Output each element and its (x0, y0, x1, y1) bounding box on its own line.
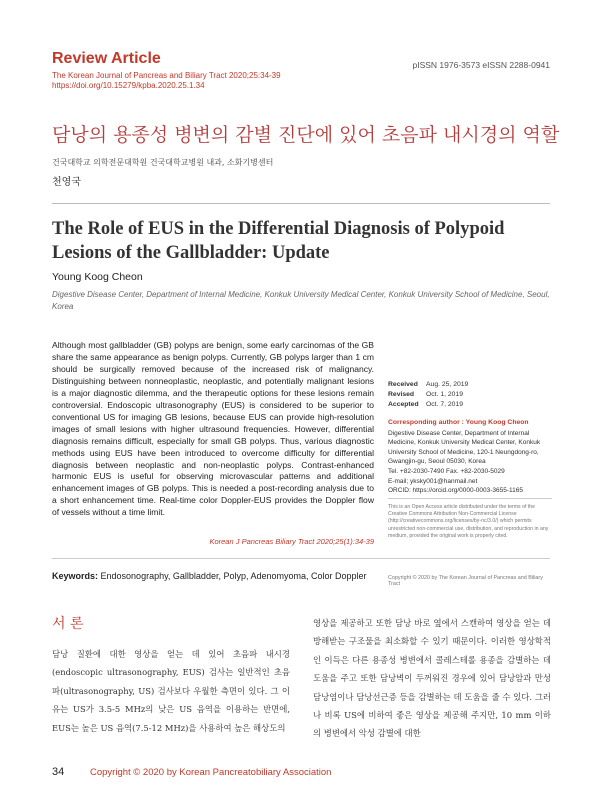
keywords-label: Keywords: (52, 571, 99, 581)
date-value: Oct. 1, 2019 (426, 391, 464, 398)
divider (52, 203, 550, 204)
license-text: This is an Open Access article distributed under the terms of the Creative Commons Attribution Non-Commercial License (http://creativecommons.org/licenses/by-nc/3.0/) which permits unrestricted non-commercial use, distribution, and reproduction in any medium, provided the original work is properly cited. (388, 504, 549, 539)
divider (388, 498, 552, 499)
received-date-row (388, 380, 552, 390)
date-label: Received (388, 381, 418, 388)
section-title: 서 론 (52, 616, 84, 632)
article-info-sidebar (388, 380, 552, 496)
korean-affiliation: 건국대학교 의학전문대학원 건국대학교병원 내과, 소화기병센터 (52, 158, 274, 167)
doi-link[interactable]: https://doi.org/10.15279/kpba.2020.25.1.34 (52, 81, 205, 90)
page-number: 34 (52, 766, 65, 778)
footer-copyright: Copyright © 2020 by Korean Pancreatobiliary Association (90, 767, 332, 778)
korean-author: 천영국 (52, 177, 81, 188)
english-affiliation: Digestive Disease Center, Department of Internal Medicine, Konkuk University Medical Center, Konkuk University School of Medicine, Seoul, Korea (52, 290, 550, 311)
english-title: The Role of EUS in the Differential Diagnosis of Polypoid Lesions of the Gallbladder: Update (52, 219, 505, 263)
english-author: Young Koog Cheon (52, 271, 143, 283)
keywords-text: Endosonography, Gallbladder, Polyp, Adenomyoma, Color Doppler (100, 571, 367, 581)
revised-date-row (388, 390, 552, 400)
corr-line: Digestive Disease Center, Department of Internal (388, 429, 530, 437)
corr-line: University School of Medicine, 120-1 Neungdong-ro, (388, 448, 539, 456)
abstract-text: Although most gallbladder (GB) polyps are benign, some early carcinomas of the GB share the same appearance as benign polyps. Currently, GB polyps larger than 1 cm should be surgically removed because of the increased risk of malignancy. Distinguishing between nonneoplastic, neoplastic, and potentially malignant lesions is a major diagnostic dilemma, and the therapeutic options for these lesions remain controversial. Endoscopic ultrasonography (EUS) is considered to be superior to conventional US for imaging GB lesions, because EUS can provide high-resolution images of small lesions with higher ultrasound frequencies. However, differential diagnosis remains difficult, especially for small GB polyps. Thus, various diagnostic methods using EUS have been introduced to overcome difficulty for differential diagnosis between neoplastic and non-neoplastic polyps. Contrast-enhanced harmonic EUS is useful for observing microvascular patterns and additional enhancement images of GB polyps. This is needed a post-recording analysis due to a short enhancement time. Real-time color Doppler-EUS provides the Doppler flow of vessels without a time limit. (52, 340, 374, 518)
corresponding-author-details (388, 429, 552, 496)
keywords-line (52, 571, 367, 581)
body-text-left-column: 담낭 질환에 대한 영상을 얻는 데 있어 초음파 내시경(endoscopic ultrasonography, EUS) 검사는 일반적인 초음파(ultrasonography, US) 검사보다 우월한 측면이 있다. 그 이유는 US가 3.5-5 MHz의 낮은 US 음역을 이용하는 반면에, EUS는 높은 US 음역(7.5-12 MHz)을 사용하여 높은 해상도의 (52, 649, 290, 733)
corr-line: Gwangjin-gu, Seoul 05030, Korea (388, 458, 486, 466)
date-value: Aug. 25, 2019 (426, 381, 469, 388)
body-text-right-column: 영상을 제공하고 또한 담낭 바로 옆에서 스캔하여 영상을 얻는 데 방해받는 구조물을 최소화할 수 있기 때문이다. 이러한 영상학적인 이득은 다른 용종성 병변에서 콜레스테롤 용종을 감별하는 데 도움을 주고 또한 담낭벽이 두꺼워진 경우에 있어 담낭암과 만성 담낭염이나 담낭선근증 등을 감별하는 데 도움을 줄 수 있다. 그러나 비록 US에 비하여 좋은 영상을 제공해 주지만, 10 mm 이하의 병변에서 악성 감별에 대한 (313, 618, 551, 739)
corr-line: Medicine, Konkuk University Medical Center, Konkuk (388, 439, 541, 447)
journal-citation: The Korean Journal of Pancreas and Biliary Tract 2020;25:34-39 (52, 71, 281, 80)
issn-text: pISSN 1976-3573 eISSN 2288-0941 (412, 60, 550, 70)
corr-line: Tel. +82-2030-7490 Fax. +82-2030-5029 (388, 467, 505, 475)
corr-email[interactable]: E-mail; yksky001@hanmail.net (388, 477, 478, 485)
divider (52, 558, 550, 559)
date-value: Oct. 7, 2019 (426, 401, 464, 408)
date-label: Accepted (388, 401, 419, 408)
korean-title: 담낭의 용종성 병변의 감별 진단에 있어 초음파 내시경의 역할 (52, 124, 560, 146)
corresponding-author-heading: Corresponding author : Young Koog Cheon (388, 419, 529, 426)
abstract-citation: Korean J Pancreas Biliary Tract 2020;25(1):34-39 (209, 537, 374, 546)
date-label: Revised (388, 391, 415, 398)
article-type-label: Review Article (52, 50, 161, 67)
journal-copyright: Copyright © 2020 by The Korean Journal of Pancreas and Biliary Tract (388, 575, 543, 587)
corr-orcid[interactable]: ORCID: https://orcid.org/0000-0003-3655-1165 (388, 487, 524, 495)
accepted-date-row (388, 400, 552, 410)
